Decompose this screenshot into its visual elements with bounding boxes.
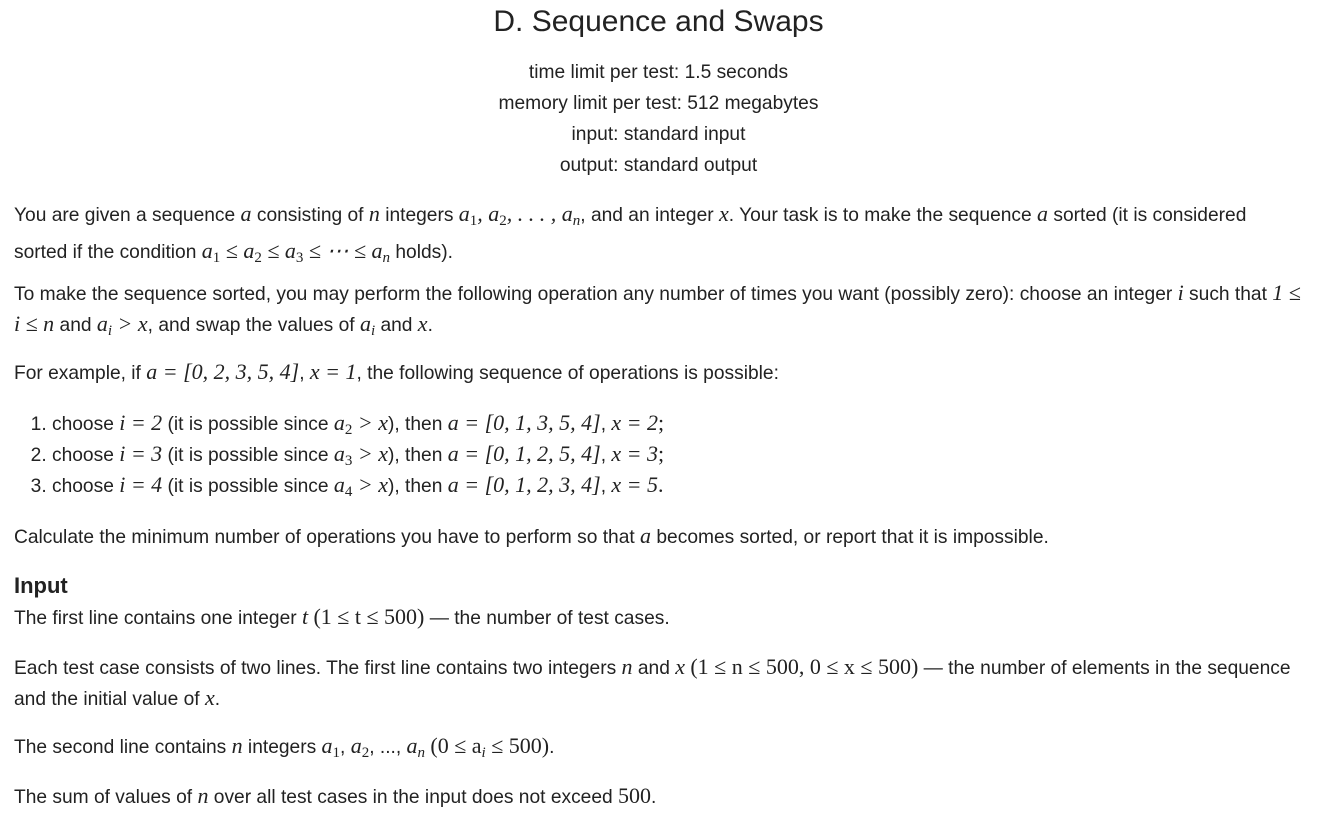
- text: For example, if: [14, 363, 147, 384]
- math-n: n: [231, 733, 243, 758]
- text: .: [549, 737, 555, 758]
- text: .: [214, 689, 221, 710]
- text: — the number of elements in the sequence and the initial value of: [14, 658, 1291, 710]
- math-t: t: [301, 604, 309, 629]
- text: The sum of values of: [14, 787, 198, 808]
- math-x: x: [417, 311, 428, 336]
- math-sorted-condition: a1 ≤ a2 ≤ a3 ≤ ⋯ ≤ an: [201, 238, 391, 266]
- text: becomes sorted, or report that it is impossible.: [651, 527, 1049, 548]
- text: and: [54, 315, 97, 336]
- statement-paragraph-4: [14, 521, 1304, 552]
- math-example-a: a = [0, 2, 3, 5, 4]: [146, 359, 300, 384]
- input-paragraph-1: [14, 602, 1304, 633]
- math-ai-range: (0 ≤ ai ≤ 500): [430, 733, 550, 761]
- example-step: 1. choose i = 2 (it is possible since a2 > x), then a = [0, 1, 3, 5, 4], x = 2;: [52, 407, 1252, 438]
- math-t-range: (1 ≤ t ≤ 500): [313, 604, 425, 629]
- text: To make the sequence sorted, you may perform the following operation any number of times you want (possibly zero): choose an integer: [14, 284, 1178, 305]
- text: The first line contains one integer: [14, 608, 302, 629]
- statement-paragraph-3: [14, 357, 1304, 388]
- problem-header: [0, 0, 1317, 181]
- math-i: i: [1177, 280, 1184, 305]
- math-a2: a2: [350, 733, 370, 761]
- math-a1: a1: [321, 733, 341, 761]
- math-i-range: 1 ≤ i ≤ n: [14, 280, 1301, 336]
- input-section-title: Input: [14, 573, 68, 598]
- math-500: 500: [618, 783, 652, 808]
- text: , the following sequence of operations is possible:: [356, 363, 779, 384]
- input-paragraph-3: [14, 731, 1304, 768]
- text: over all test cases in the input does not exceed: [208, 787, 619, 808]
- math-sequence: a1, a2, . . . , an: [458, 201, 581, 229]
- text: ,: [299, 363, 310, 384]
- text: consisting of: [251, 205, 369, 226]
- math-a: a: [1037, 201, 1049, 226]
- math-n: n: [197, 783, 209, 808]
- statement-paragraph-2: [14, 278, 1304, 346]
- text: and: [632, 658, 676, 679]
- output-spec: output: standard output: [559, 155, 758, 176]
- text: integers: [242, 737, 322, 758]
- text: such that: [1183, 284, 1273, 305]
- text: .: [651, 787, 657, 808]
- text: . Your task is to make the sequence: [728, 205, 1038, 226]
- example-step: 2. choose i = 3 (it is possible since a3 > x), then a = [0, 1, 2, 5, 4], x = 3;: [52, 438, 1252, 469]
- text: , and swap the values of: [147, 315, 360, 336]
- text: , ...,: [369, 737, 407, 758]
- math-a: a: [640, 523, 652, 548]
- math-ai-gt-x: ai > x: [96, 311, 148, 339]
- text: Calculate the minimum number of operations you have to perform so that: [14, 527, 641, 548]
- text: sorted (it is considered sorted if the condition: [14, 205, 1247, 263]
- example-step: 3. choose i = 4 (it is possible since a4 > x), then a = [0, 1, 2, 3, 4], x = 5.: [52, 469, 1252, 500]
- statement-paragraph-1: [14, 199, 1304, 273]
- math-n: n: [368, 201, 380, 226]
- text: and: [375, 315, 418, 336]
- example-steps-list: [14, 407, 1252, 500]
- text: integers: [379, 205, 459, 226]
- math-example-x: x = 1: [309, 359, 357, 384]
- text: Each test case consists of two lines. The first line contains two integers: [14, 658, 622, 679]
- memory-limit: memory limit per test: 512 megabytes: [498, 93, 819, 114]
- math-x: x: [204, 685, 215, 710]
- input-paragraph-2: [14, 652, 1314, 714]
- text: The second line contains: [14, 737, 232, 758]
- text: .: [427, 315, 433, 336]
- math-n: n: [621, 654, 633, 679]
- text: ,: [340, 737, 351, 758]
- text: You are given a sequence: [14, 205, 241, 226]
- math-an: an: [406, 733, 426, 761]
- text: holds).: [390, 242, 453, 263]
- input-spec: input: standard input: [571, 124, 746, 145]
- problem-title: D. Sequence and Swaps: [493, 5, 824, 38]
- math-nx-range: (1 ≤ n ≤ 500, 0 ≤ x ≤ 500): [690, 654, 919, 679]
- math-x: x: [718, 201, 729, 226]
- math-a: a: [240, 201, 252, 226]
- text: , and an integer: [580, 205, 719, 226]
- math-x: x: [675, 654, 685, 679]
- math-ai: ai: [359, 311, 376, 339]
- time-limit: time limit per test: 1.5 seconds: [528, 62, 789, 83]
- text: — the number of test cases.: [424, 608, 670, 629]
- problem-limits: [0, 57, 1317, 181]
- input-paragraph-4: [14, 781, 1304, 812]
